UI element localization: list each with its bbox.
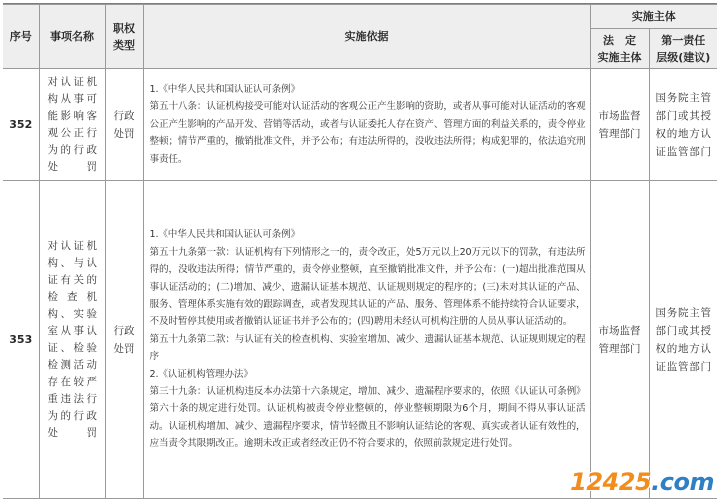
legal-subject-line1: 市场监督 [598,324,641,337]
basis-paragraph: 2.《认证机构管理办法》 [149,368,253,380]
authority-type-line2: 处罚 [113,342,135,355]
header-item-name: 事项名称 [39,5,105,69]
header-type [105,5,143,69]
header-no: 序号 [3,5,39,69]
header-subject-group: 实施主体 [590,5,717,29]
legal-subject-line2: 管理部门 [598,127,641,140]
site-watermark-logo [570,469,714,495]
watermark-tld: .com [651,468,714,496]
authority-type-line1: 行政 [113,109,135,122]
basis-paragraph: 第三十九条：认证机构违反本办法第十六条规定，增加、减少、遗漏程序要求的，依照《认证认可条例》第六十条的规定进行处罚。认证机构被责令停业整顿的，停业整顿期限为6个月，期间不得从事认证活动。认证机构增加、减少、遗漏程序要求，情节轻微且不影响认证结论的客观、真实或者认证有效性的，应当责令其限期改正。逾期未改正或者经改正仍不符合要求的，依照前款规定进行处罚。 [149,386,586,450]
header-type-line2: 类型 [113,38,135,52]
first-responsibility: 国务院主管部门或其授权的地方认证监管部门 [649,181,717,499]
item-name: 对认证机构从事可能影响客观公正行为的行政处罚 [39,69,105,181]
header-legal-subject-line2: 实施主体 [597,50,642,64]
basis-paragraph: 第五十九条第一款：认证机构有下列情形之一的，责令改正，处5万元以上20万元以下的罚款，有违法所得的，没收违法所得；情节严重的，责令停业整顿，直至撤销批准文件，并予公布：(一)超出批准范围从事认证活动的；(二)增加、减少、遗漏认证基本规范、认证规则规定的程序的；(三)未对其认证的产品、服务、管理体系实施有效的跟踪调查，或者发现其认证的产品、服务、管理体系不能持续符合认证要求，不及时暂停其使用或者撤销认证证书并予公布的；(四)聘用未经认可机构注册的人员从事认证活动的。 [149,246,586,328]
legal-basis [143,69,590,181]
legal-subject [590,181,649,499]
first-responsibility: 国务院主管部门或其授权的地方认证监管部门 [649,69,717,181]
watermark-digits: 12425 [570,468,652,496]
basis-paragraph: 第五十八条：认证机构接受可能对认证活动的客观公正产生影响的资助，或者从事可能对认证活动的客观公正产生影响的产品开发、营销等活动，或者与认证委托人存在资产、管理方面的利益关系的，责令停业整顿；情节严重的，撤销批准文件，并予公布；有违法所得的，没收违法所得；构成犯罪的，依法追究刑事责任。 [149,101,586,165]
header-first-responsibility [649,29,717,69]
header-first-resp-line2: 层级(建议) [656,50,711,64]
item-name: 对认证机构、与认证有关的检查机构、实验室从事认证、检验检测活动存在较严重违法行为的行政处罚 [39,181,105,499]
regulation-table [3,4,717,499]
table-row [3,181,717,499]
basis-paragraph: 1.《中华人民共和国认证认可条例》 [149,83,301,95]
legal-subject-line1: 市场监督 [598,109,641,122]
legal-subject [590,69,649,181]
header-first-resp-line1: 第一责任 [661,33,706,47]
authority-type-line1: 行政 [113,324,135,337]
basis-paragraph: 1.《中华人民共和国认证认可条例》 [149,229,301,241]
table-row [3,69,717,181]
authority-type [105,181,143,499]
row-number: 352 [3,69,39,181]
regulation-table-sheet [3,3,717,499]
header-row [3,5,717,29]
header-legal-subject-line1: 法 定 [603,33,636,47]
basis-paragraph: 第五十九条第二款：与认证有关的检查机构、实验室增加、减少、遗漏认证基本规范、认证规则规定的程序 [149,333,586,363]
authority-type [105,69,143,181]
header-legal-subject [590,29,649,69]
legal-basis [143,181,590,499]
legal-subject-line2: 管理部门 [598,342,641,355]
row-number: 353 [3,181,39,499]
authority-type-line2: 处罚 [113,127,135,140]
header-basis: 实施依据 [143,5,590,69]
header-type-line1: 职权 [113,21,135,35]
